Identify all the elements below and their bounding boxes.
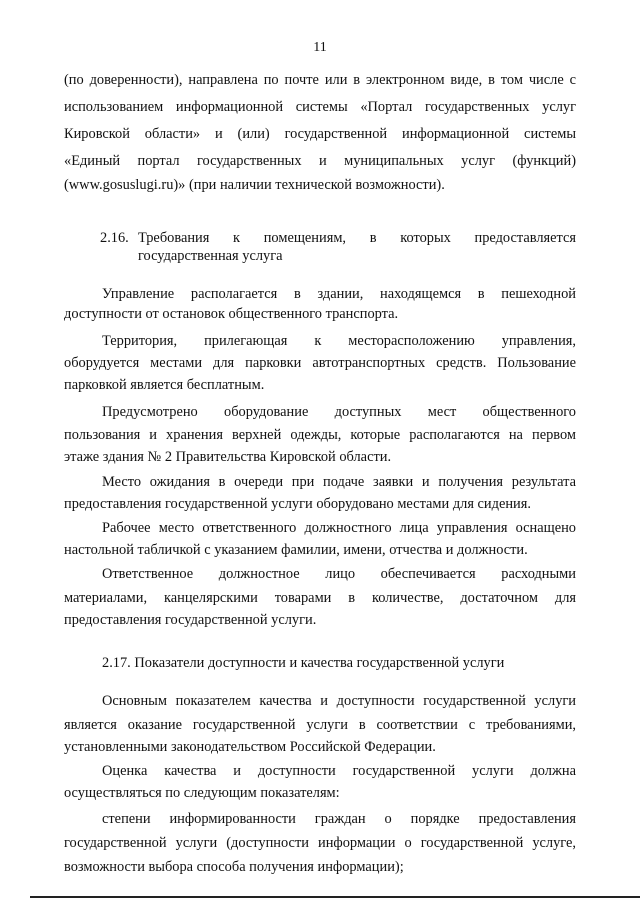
text-line: Рабочее место ответственного должностного лица управления оснащено	[102, 520, 576, 536]
text-line: является оказание государственной услуги в соответствии с требованиями,	[64, 717, 576, 733]
text-line: государственной услуги (доступности информации о государственной услуге,	[64, 835, 576, 851]
text-line: Предусмотрено оборудование доступных мест общественного	[102, 404, 576, 420]
text-line: (по доверенности), направлена по почте или в электронном виде, в том числе с	[64, 72, 576, 88]
page-number: 11	[313, 40, 327, 55]
page-bottom-rule	[30, 896, 640, 898]
heading-line: Требования к помещениям, в которых предоставляется	[138, 230, 576, 246]
text-line: использованием информационной системы «Портал государственных услуг	[64, 99, 576, 115]
text-line: «Единый портал государственных и муниципальных услуг (функций)	[64, 153, 576, 169]
text-line: настольной табличкой с указанием фамилии, имени, отчества и должности.	[64, 542, 528, 558]
text-line: материалами, канцелярскими товарами в количестве, достаточном для	[64, 590, 576, 606]
section-number: 2.16.	[100, 230, 129, 246]
text-line: Территория, прилегающая к месторасположению управления,	[102, 333, 576, 349]
text-line: оборудуется местами для парковки автотранспортных средств. Пользование	[64, 355, 576, 371]
text-line: доступности от остановок общественного транспорта.	[64, 306, 399, 322]
text-line: установленными законодательством Российской Федерации.	[64, 739, 436, 755]
text-line: Место ожидания в очереди при подаче заявки и получения результата	[102, 474, 576, 490]
heading-line: 2.17. Показатели доступности и качества государственной услуги	[102, 655, 505, 671]
text-line: осуществляться по следующим показателям:	[64, 785, 340, 801]
text-line: этаже здания № 2 Правительства Кировской области.	[64, 449, 392, 465]
text-line: пользования и хранения верхней одежды, которые располагаются на первом	[64, 427, 576, 443]
text-line: предоставления государственной услуги.	[64, 612, 317, 628]
text-line: Ответственное должностное лицо обеспечивается расходными	[102, 566, 576, 582]
text-line: Управление располагается в здании, находящемся в пешеходной	[102, 286, 576, 302]
text-line: Кировской области» и (или) государственной информационной системы	[64, 126, 576, 142]
text-line: парковкой является бесплатным.	[64, 377, 265, 393]
text-line: (www.gosuslugi.ru)» (при наличии технической возможности).	[64, 177, 445, 193]
text-line: возможности выбора способа получения информации);	[64, 859, 404, 875]
heading-line: государственная услуга	[138, 248, 283, 264]
text-line: Основным показателем качества и доступности государственной услуги	[102, 693, 576, 709]
text-line: степени информированности граждан о порядке предоставления	[102, 811, 576, 827]
text-line: предоставления государственной услуги оборудовано местами для сидения.	[64, 496, 531, 512]
text-line: Оценка качества и доступности государственной услуги должна	[102, 763, 576, 779]
